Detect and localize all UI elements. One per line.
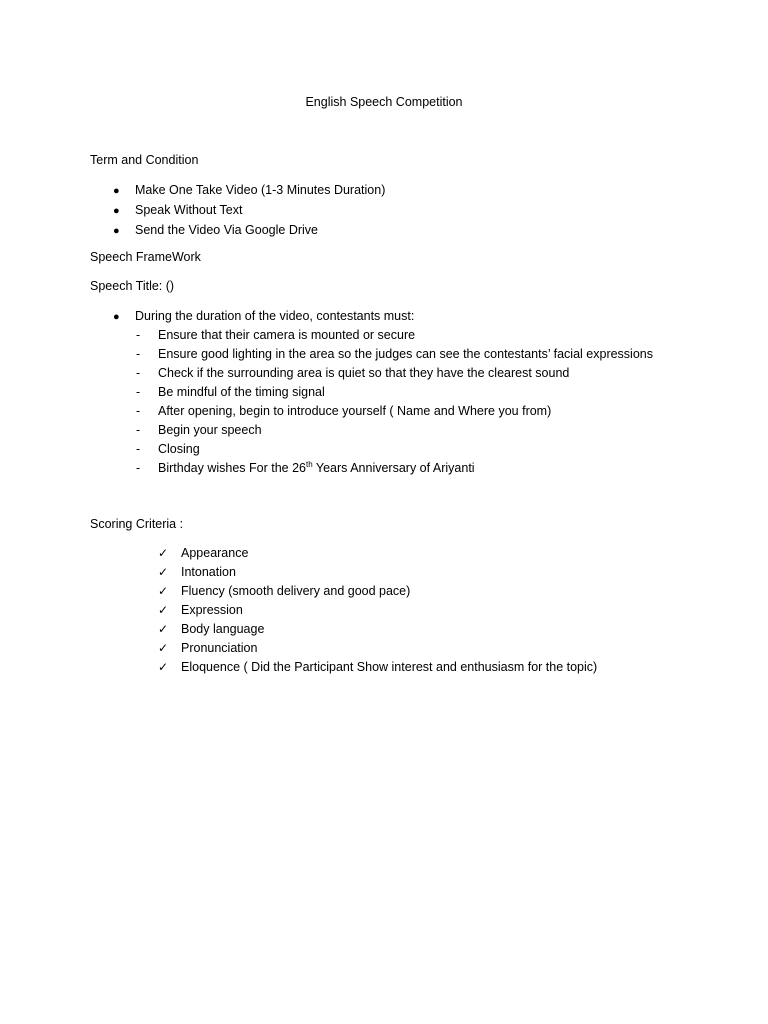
dash-icon: - xyxy=(136,347,141,361)
dash-icon: - xyxy=(136,423,141,437)
dash-icon: - xyxy=(136,385,141,399)
dash-icon: - xyxy=(136,366,141,380)
check-icon: ✓ xyxy=(158,603,169,617)
check-icon: ✓ xyxy=(158,565,169,579)
bullet-icon: ● xyxy=(113,225,120,237)
ordinal-suffix: th xyxy=(306,460,313,469)
list-item xyxy=(158,601,597,620)
scoring-heading: Scoring Criteria : xyxy=(90,517,184,531)
framework-heading: Speech FrameWork xyxy=(90,250,201,264)
list-item xyxy=(136,402,653,421)
criteria-list xyxy=(158,544,597,677)
terms-list xyxy=(113,181,385,241)
list-item xyxy=(158,639,597,658)
list-item-text: Send the Video Via Google Drive xyxy=(135,223,318,237)
check-icon: ✓ xyxy=(158,622,169,636)
list-item-text xyxy=(158,459,475,478)
list-item-text: Ensure that their camera is mounted or secure xyxy=(158,328,416,342)
list-item xyxy=(158,563,597,582)
list-item-text: Be mindful of the timing signal xyxy=(158,385,325,399)
list-item xyxy=(113,307,414,327)
list-item xyxy=(113,201,385,221)
speech-title-label: Speech Title: () xyxy=(90,279,175,293)
list-item xyxy=(158,658,597,677)
list-item-text: Expression xyxy=(181,603,243,617)
list-item-text: Fluency (smooth delivery and good pace) xyxy=(181,584,411,598)
list-item-text: Check if the surrounding area is quiet so that they have the clearest sound xyxy=(158,366,570,380)
bullet-icon: ● xyxy=(113,311,120,323)
list-item-text: Begin your speech xyxy=(158,423,262,437)
list-item xyxy=(113,221,385,241)
list-item xyxy=(113,181,385,201)
list-item-text: Body language xyxy=(181,622,265,636)
bullet-icon: ● xyxy=(113,205,120,217)
list-item xyxy=(136,421,653,440)
list-item xyxy=(158,582,597,601)
list-item xyxy=(136,459,653,478)
list-item-text: Pronunciation xyxy=(181,641,258,655)
list-item-text: Ensure good lighting in the area so the judges can see the contestants’ facial expressions xyxy=(158,347,653,361)
bullet-icon: ● xyxy=(113,185,120,197)
list-item xyxy=(136,345,653,364)
list-item-text: Speak Without Text xyxy=(135,203,243,217)
list-item xyxy=(136,383,653,402)
duration-list xyxy=(113,307,414,327)
check-icon: ✓ xyxy=(158,584,169,598)
list-item-text: Eloquence ( Did the Participant Show interest and enthusiasm for the topic) xyxy=(181,660,598,674)
birthday-text-end: Years Anniversary of Ariyanti xyxy=(312,461,475,475)
dash-icon: - xyxy=(136,328,141,342)
list-item-text: Make One Take Video (1-3 Minutes Duration) xyxy=(135,183,386,197)
list-item xyxy=(158,620,597,639)
list-item xyxy=(136,326,653,345)
list-item-text: Intonation xyxy=(181,565,236,579)
birthday-text: Birthday wishes For the 26 xyxy=(158,461,306,475)
list-item xyxy=(158,544,597,563)
dash-icon: - xyxy=(136,404,141,418)
document-title: English Speech Competition xyxy=(305,95,463,109)
list-item-text: Appearance xyxy=(181,546,249,560)
check-icon: ✓ xyxy=(158,546,169,560)
check-icon: ✓ xyxy=(158,641,169,655)
dash-icon: - xyxy=(136,461,141,475)
list-item xyxy=(136,364,653,383)
dash-icon: - xyxy=(136,442,141,456)
terms-heading: Term and Condition xyxy=(90,153,199,167)
check-icon: ✓ xyxy=(158,660,169,674)
list-item-text: Closing xyxy=(158,442,200,456)
steps-list xyxy=(136,326,653,478)
list-item-text: After opening, begin to introduce yourself ( Name and Where you from) xyxy=(158,404,552,418)
list-item-text: During the duration of the video, contestants must: xyxy=(135,309,415,323)
list-item xyxy=(136,440,653,459)
